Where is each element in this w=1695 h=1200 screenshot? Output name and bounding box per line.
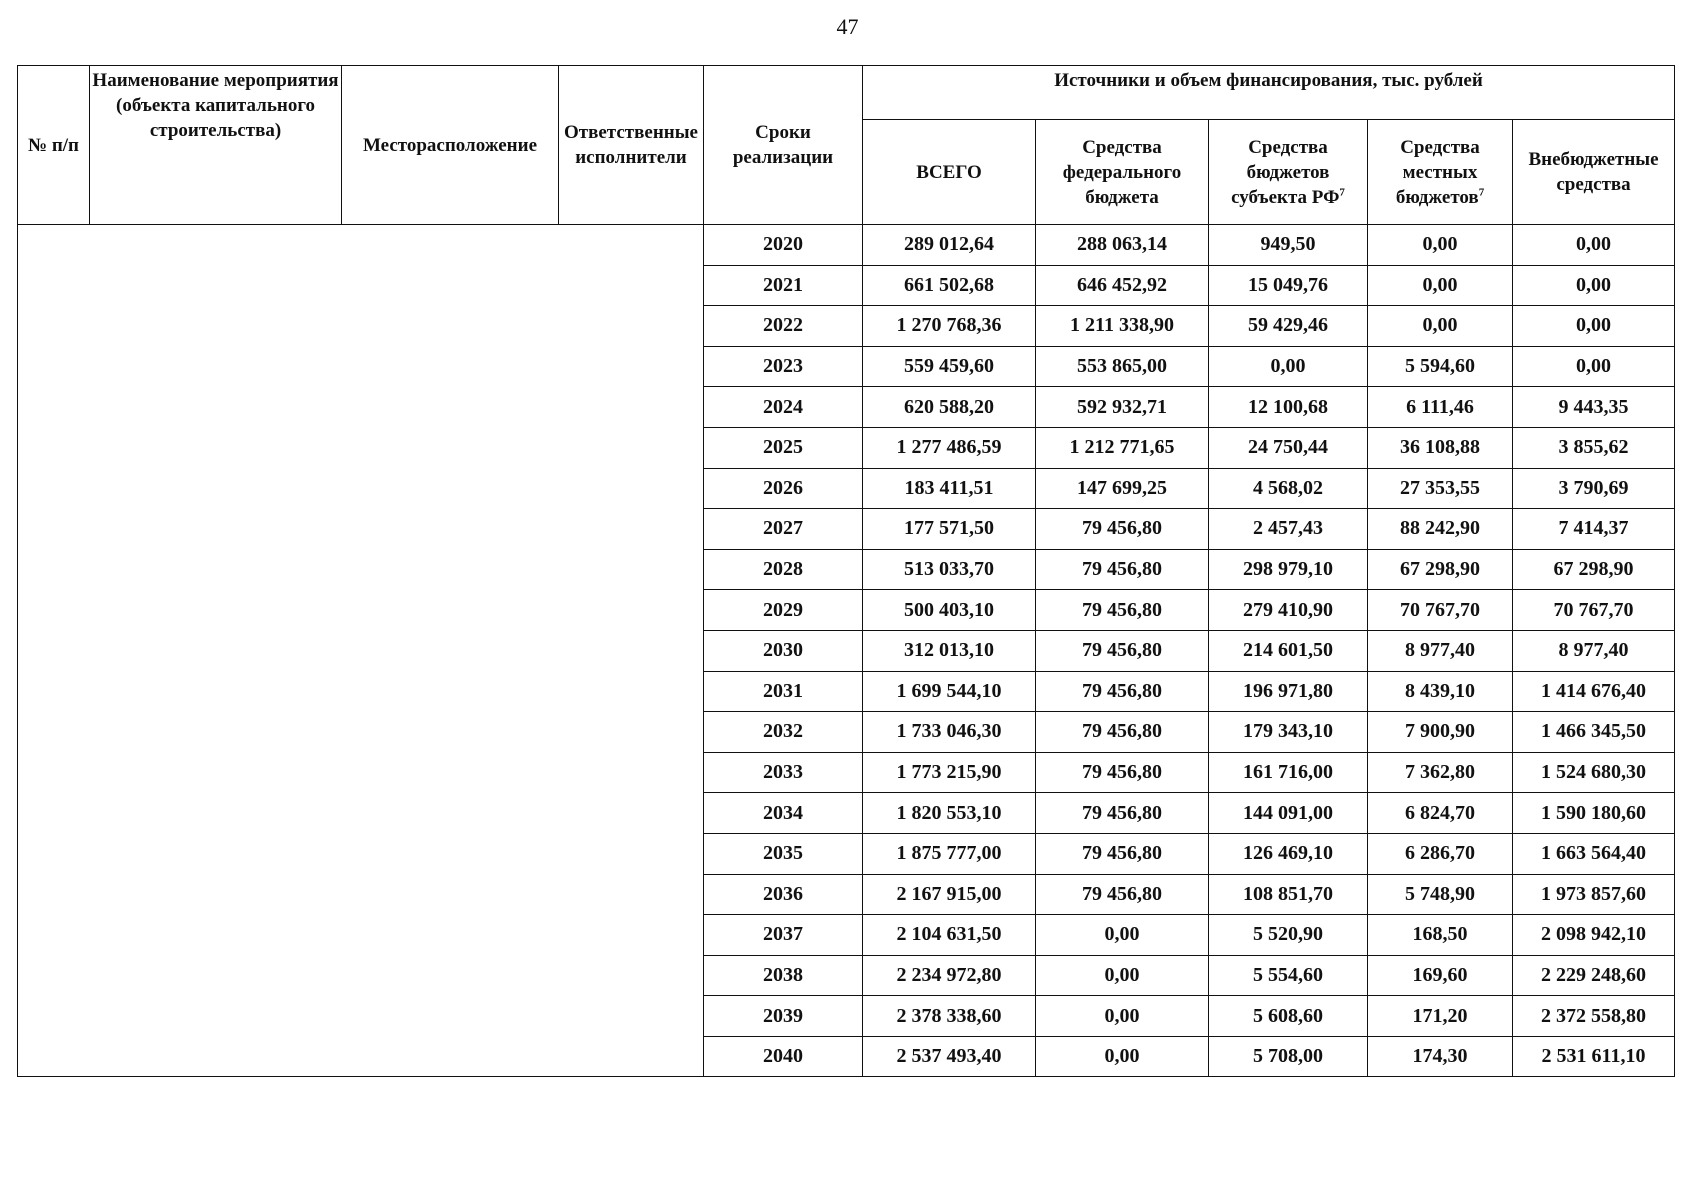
cell-local: 8 439,10 [1368,671,1513,712]
cell-extra: 1 590 180,60 [1513,793,1675,834]
cell-year: 2025 [704,427,863,468]
cell-regional: 5 520,90 [1209,915,1368,956]
cell-regional: 59 429,46 [1209,306,1368,347]
cell-extra: 7 414,37 [1513,509,1675,550]
cell-local: 0,00 [1368,225,1513,266]
cell-local: 7 900,90 [1368,712,1513,753]
cell-total: 1 820 553,10 [863,793,1036,834]
cell-year: 2020 [704,225,863,266]
cell-extra: 1 414 676,40 [1513,671,1675,712]
cell-extra: 2 098 942,10 [1513,915,1675,956]
cell-total: 183 411,51 [863,468,1036,509]
cell-extra: 67 298,90 [1513,549,1675,590]
cell-extra: 3 790,69 [1513,468,1675,509]
header-local [1368,120,1513,225]
cell-local: 67 298,90 [1368,549,1513,590]
cell-local: 36 108,88 [1368,427,1513,468]
header-responsible: Ответственные исполнители [559,66,704,225]
cell-extra: 2 229 248,60 [1513,955,1675,996]
cell-total: 559 459,60 [863,346,1036,387]
cell-federal: 79 456,80 [1036,590,1209,631]
cell-regional: 214 601,50 [1209,630,1368,671]
header-local-label: Средства местных бюджетов [1395,136,1480,208]
cell-local: 6 824,70 [1368,793,1513,834]
cell-regional: 161 716,00 [1209,752,1368,793]
header-total: ВСЕГО [863,120,1036,225]
cell-year: 2023 [704,346,863,387]
cell-federal: 1 212 771,65 [1036,427,1209,468]
cell-year: 2028 [704,549,863,590]
cell-total: 1 270 768,36 [863,306,1036,347]
header-location: Месторасположение [342,66,559,225]
cell-regional: 2 457,43 [1209,509,1368,550]
cell-federal: 79 456,80 [1036,752,1209,793]
cell-total: 2 378 338,60 [863,996,1036,1037]
cell-regional: 196 971,80 [1209,671,1368,712]
cell-year: 2026 [704,468,863,509]
cell-total: 500 403,10 [863,590,1036,631]
merged-blank-cell [18,225,704,1077]
table-header [18,66,1675,225]
cell-year: 2037 [704,915,863,956]
cell-local: 171,20 [1368,996,1513,1037]
cell-extra: 8 977,40 [1513,630,1675,671]
cell-total: 2 167 915,00 [863,874,1036,915]
page-number: 47 [836,14,859,39]
cell-extra: 9 443,35 [1513,387,1675,428]
cell-total: 1 733 046,30 [863,712,1036,753]
cell-local: 0,00 [1368,306,1513,347]
cell-extra: 2 531 611,10 [1513,1036,1675,1077]
cell-total: 177 571,50 [863,509,1036,550]
cell-regional: 144 091,00 [1209,793,1368,834]
cell-year: 2035 [704,833,863,874]
cell-regional: 5 708,00 [1209,1036,1368,1077]
cell-total: 2 234 972,80 [863,955,1036,996]
cell-extra: 1 466 345,50 [1513,712,1675,753]
cell-extra: 2 372 558,80 [1513,996,1675,1037]
cell-extra: 0,00 [1513,306,1675,347]
cell-extra: 0,00 [1513,225,1675,266]
cell-year: 2030 [704,630,863,671]
cell-federal: 592 932,71 [1036,387,1209,428]
cell-total: 2 104 631,50 [863,915,1036,956]
cell-year: 2034 [704,793,863,834]
cell-extra: 1 973 857,60 [1513,874,1675,915]
cell-total: 289 012,64 [863,225,1036,266]
cell-regional: 12 100,68 [1209,387,1368,428]
cell-regional: 108 851,70 [1209,874,1368,915]
cell-federal: 1 211 338,90 [1036,306,1209,347]
cell-federal: 79 456,80 [1036,833,1209,874]
cell-regional: 949,50 [1209,225,1368,266]
cell-year: 2022 [704,306,863,347]
cell-local: 88 242,90 [1368,509,1513,550]
financing-table [17,65,1675,1077]
cell-regional: 179 343,10 [1209,712,1368,753]
cell-regional: 15 049,76 [1209,265,1368,306]
cell-federal: 147 699,25 [1036,468,1209,509]
cell-extra: 1 524 680,30 [1513,752,1675,793]
header-regional-label: Средства бюджетов субъекта РФ [1231,136,1340,208]
cell-regional: 24 750,44 [1209,427,1368,468]
cell-federal: 79 456,80 [1036,793,1209,834]
cell-regional: 0,00 [1209,346,1368,387]
cell-federal: 79 456,80 [1036,630,1209,671]
header-period: Сроки реализации [704,66,863,225]
cell-year: 2031 [704,671,863,712]
cell-federal: 646 452,92 [1036,265,1209,306]
cell-year: 2021 [704,265,863,306]
cell-federal: 553 865,00 [1036,346,1209,387]
cell-local: 169,60 [1368,955,1513,996]
cell-federal: 79 456,80 [1036,509,1209,550]
cell-local: 6 286,70 [1368,833,1513,874]
cell-local: 8 977,40 [1368,630,1513,671]
cell-regional: 298 979,10 [1209,549,1368,590]
cell-year: 2024 [704,387,863,428]
cell-local: 174,30 [1368,1036,1513,1077]
header-name: Наименование мероприятия (объекта капитального строительства) [90,66,342,225]
cell-federal: 0,00 [1036,955,1209,996]
cell-extra: 0,00 [1513,265,1675,306]
cell-regional: 126 469,10 [1209,833,1368,874]
cell-regional: 5 608,60 [1209,996,1368,1037]
cell-total: 312 013,10 [863,630,1036,671]
cell-extra: 0,00 [1513,346,1675,387]
cell-year: 2027 [704,509,863,550]
cell-total: 1 875 777,00 [863,833,1036,874]
cell-total: 1 699 544,10 [863,671,1036,712]
cell-federal: 0,00 [1036,996,1209,1037]
cell-local: 5 594,60 [1368,346,1513,387]
cell-local: 7 362,80 [1368,752,1513,793]
header-num: № п/п [18,66,90,225]
cell-federal: 0,00 [1036,915,1209,956]
cell-total: 1 773 215,90 [863,752,1036,793]
header-regional-footnote: 7 [1339,186,1345,199]
table-body [18,225,1675,1077]
cell-regional: 4 568,02 [1209,468,1368,509]
cell-extra: 1 663 564,40 [1513,833,1675,874]
cell-federal: 79 456,80 [1036,712,1209,753]
cell-federal: 0,00 [1036,1036,1209,1077]
cell-extra: 70 767,70 [1513,590,1675,631]
header-local-footnote: 7 [1478,186,1485,199]
header-sources-group: Источники и объем финансирования, тыс. рублей [863,66,1675,120]
cell-federal: 288 063,14 [1036,225,1209,266]
cell-year: 2040 [704,1036,863,1077]
cell-regional: 5 554,60 [1209,955,1368,996]
cell-year: 2033 [704,752,863,793]
cell-year: 2032 [704,712,863,753]
cell-year: 2038 [704,955,863,996]
cell-local: 27 353,55 [1368,468,1513,509]
cell-federal: 79 456,80 [1036,549,1209,590]
cell-local: 168,50 [1368,915,1513,956]
table-row [18,225,1675,266]
cell-local: 0,00 [1368,265,1513,306]
header-regional [1209,120,1368,225]
cell-total: 2 537 493,40 [863,1036,1036,1077]
cell-federal: 79 456,80 [1036,671,1209,712]
cell-total: 513 033,70 [863,549,1036,590]
header-extra: Внебюджетные средства [1513,120,1675,225]
cell-total: 620 588,20 [863,387,1036,428]
cell-year: 2036 [704,874,863,915]
cell-local: 70 767,70 [1368,590,1513,631]
cell-regional: 279 410,90 [1209,590,1368,631]
cell-federal: 79 456,80 [1036,874,1209,915]
cell-total: 1 277 486,59 [863,427,1036,468]
cell-year: 2039 [704,996,863,1037]
cell-local: 6 111,46 [1368,387,1513,428]
cell-local: 5 748,90 [1368,874,1513,915]
header-federal: Средства федерального бюджета [1036,120,1209,225]
cell-total: 661 502,68 [863,265,1036,306]
cell-year: 2029 [704,590,863,631]
cell-extra: 3 855,62 [1513,427,1675,468]
